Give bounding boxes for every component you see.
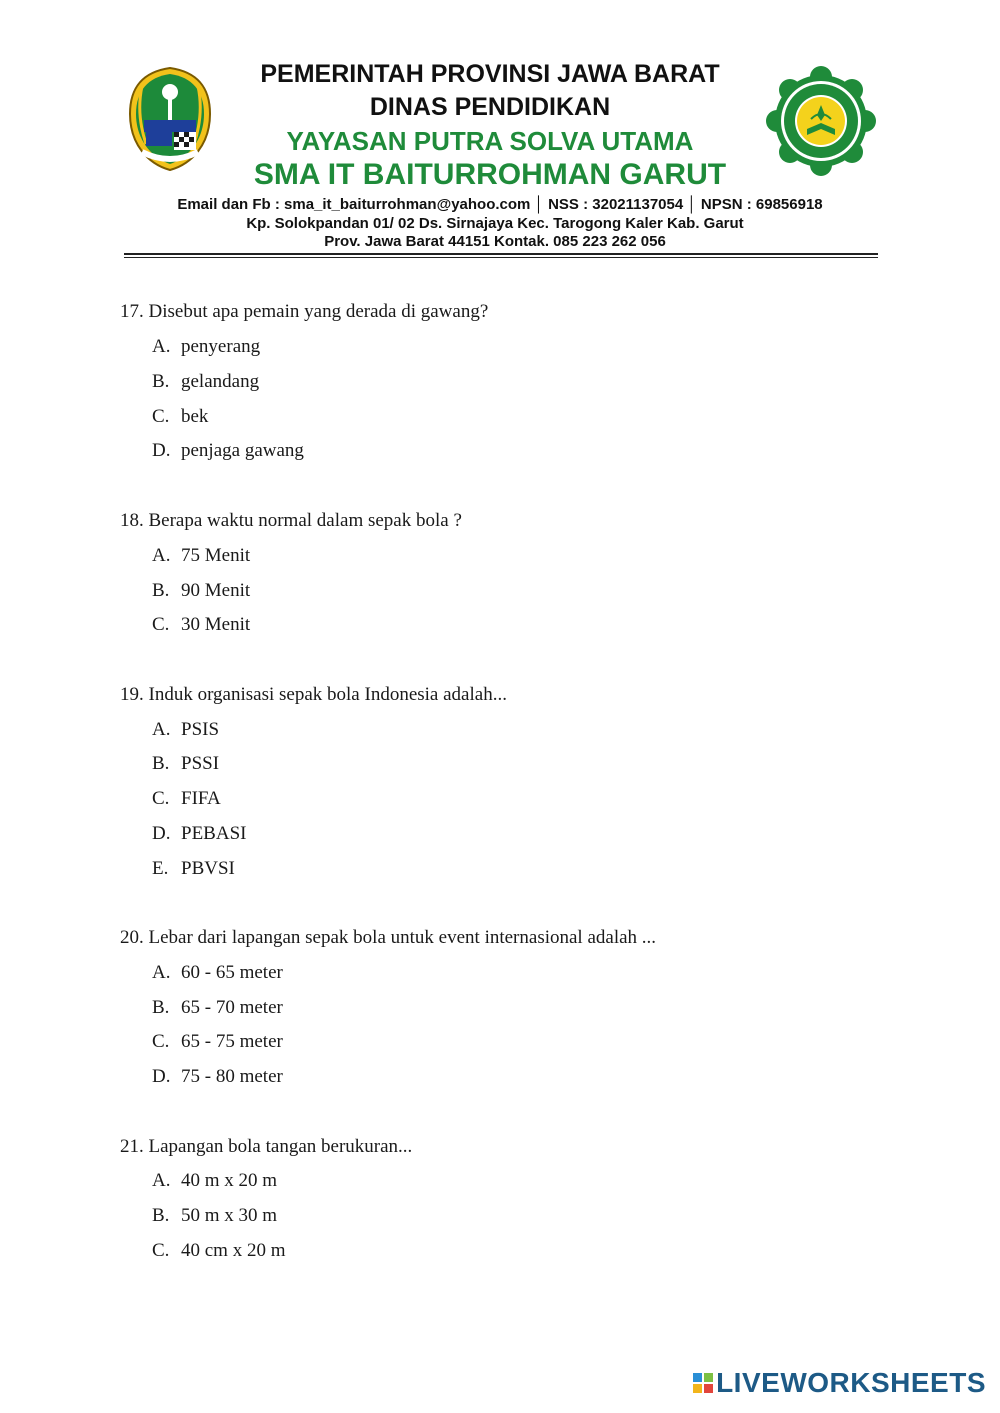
answer-option[interactable]: C. bek bbox=[152, 406, 209, 427]
answer-option[interactable]: E. PBVSI bbox=[152, 858, 235, 879]
answer-option[interactable]: B. PSSI bbox=[152, 753, 220, 774]
liveworksheets-brand-text: LIVEWORKSHEETS bbox=[716, 1367, 986, 1398]
header-contact-address: Kp. Solokpandan 01/ 02 Ds. Sirnajaya Kec. Tarogong Kaler Kab. Garut bbox=[246, 215, 744, 232]
answer-option[interactable]: D. 75 - 80 meter bbox=[152, 1066, 283, 1087]
header-title-yayasan: YAYASAN PUTRA SOLVA UTAMA bbox=[286, 126, 694, 156]
answer-option[interactable]: B. 65 - 70 meter bbox=[152, 997, 283, 1018]
answer-option[interactable]: A. 75 Menit bbox=[152, 545, 251, 566]
question-18-text: 18. Berapa waktu normal dalam sepak bola ? bbox=[120, 510, 462, 531]
answer-option[interactable]: D. penjaga gawang bbox=[152, 440, 304, 461]
answer-option[interactable]: A. 40 m x 20 m bbox=[152, 1170, 278, 1191]
answer-option[interactable]: A. PSIS bbox=[152, 719, 220, 740]
question-19-text: 19. Induk organisasi sepak bola Indonesia adalah... bbox=[120, 684, 507, 705]
answer-option[interactable]: D. PEBASI bbox=[152, 823, 247, 844]
header-contact-email: Email dan Fb : sma_it_baiturrohman@yahoo.com │ NSS : 32021137054 │ NPSN : 69856918 bbox=[177, 196, 823, 213]
header-contact-phone: Prov. Jawa Barat 44151 Kontak. 085 223 262 056 bbox=[324, 233, 666, 250]
liveworksheets-logo[interactable] bbox=[693, 1367, 986, 1399]
answer-option[interactable]: C. FIFA bbox=[152, 788, 221, 809]
school-emblem-icon bbox=[766, 66, 876, 176]
answer-option[interactable]: A. penyerang bbox=[152, 336, 261, 357]
answer-option[interactable]: C. 30 Menit bbox=[152, 614, 251, 635]
question-21-text: 21. Lapangan bola tangan berukuran... bbox=[120, 1136, 413, 1157]
answer-option[interactable]: B. gelandang bbox=[152, 371, 260, 392]
liveworksheets-mark-icon bbox=[693, 1373, 713, 1393]
header-title-province: PEMERINTAH PROVINSI JAWA BARAT bbox=[260, 60, 720, 88]
question-20-text: 20. Lebar dari lapangan sepak bola untuk event internasional adalah ... bbox=[120, 927, 657, 948]
header-divider-thick bbox=[124, 253, 878, 255]
answer-option[interactable]: B. 90 Menit bbox=[152, 580, 251, 601]
letterhead bbox=[0, 0, 1000, 270]
answer-option[interactable]: C. 40 cm x 20 m bbox=[152, 1240, 286, 1261]
answer-option[interactable]: C. 65 - 75 meter bbox=[152, 1031, 283, 1052]
answer-option[interactable]: B. 50 m x 30 m bbox=[152, 1205, 278, 1226]
header-title-school: SMA IT BAITURROHMAN GARUT bbox=[253, 158, 727, 191]
answer-option[interactable]: A. 60 - 65 meter bbox=[152, 962, 283, 983]
question-17-text: 17. Disebut apa pemain yang derada di gawang? bbox=[120, 301, 489, 322]
header-divider-thin bbox=[124, 257, 878, 258]
header-title-dinas: DINAS PENDIDIKAN bbox=[369, 93, 611, 121]
